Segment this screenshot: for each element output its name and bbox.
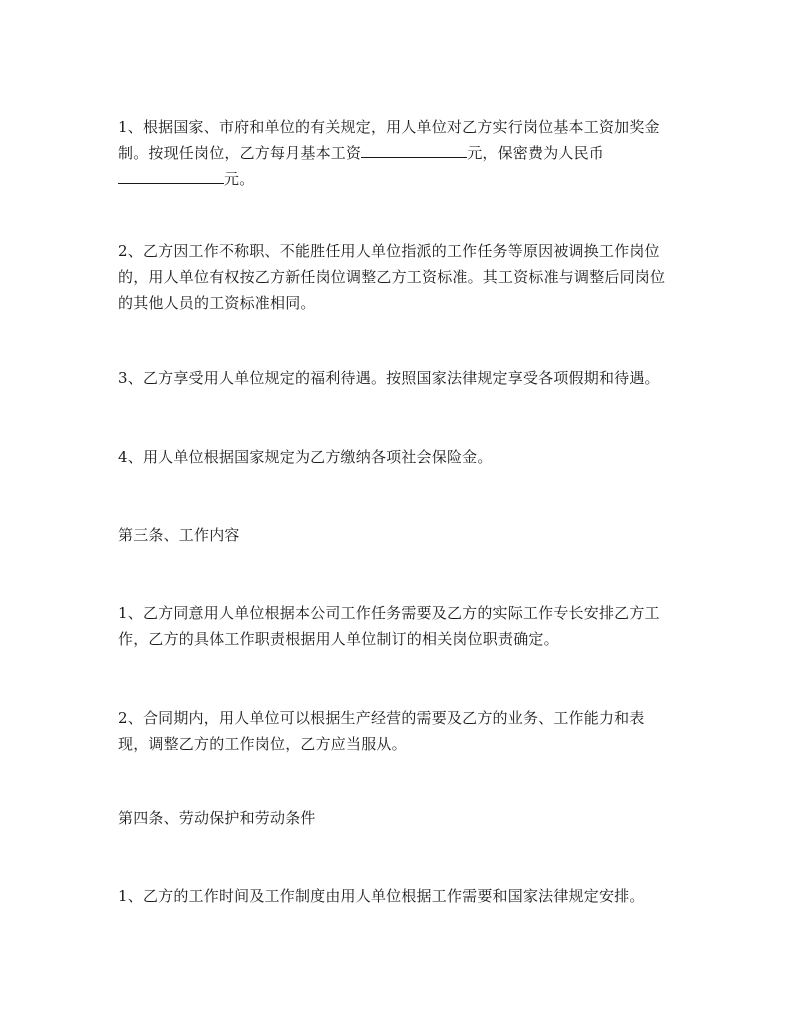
duties-clause-line-1: 1、乙方同意用人单位根据本公司工作任务需要及乙方的实际工作专长安排乙方工 — [118, 604, 660, 622]
wage-clause-line-2-tail: 元，保密费为人民币 — [467, 144, 605, 162]
benefits-clause-line-1: 3、乙方享受用人单位规定的福利待遇。按照国家法律规定享受各项假期和待遇。 — [118, 369, 660, 387]
reassignment-clause-paragraph — [118, 238, 684, 316]
adjustment-clause-line-2: 现，调整乙方的工作岗位，乙方应当服从。 — [118, 735, 407, 753]
adjustment-clause-line-1: 2、合同期内，用人单位可以根据生产经营的需要及乙方的业务、工作能力和表 — [118, 709, 645, 727]
duties-clause-line-2: 作，乙方的具体工作职责根据用人单位制订的相关岗位职责确定。 — [118, 630, 559, 648]
confidentiality-fee-blank[interactable] — [118, 166, 224, 184]
reassignment-clause-line-2: 的，用人单位有权按乙方新任岗位调整乙方工资标准。其工资标准与调整后同岗位 — [118, 268, 666, 286]
wage-clause-line-3-tail: 元。 — [224, 170, 255, 188]
reassignment-clause-line-1: 2、乙方因工作不称职、不能胜任用人单位指派的工作任务等原因被调换工作岗位 — [118, 242, 660, 260]
wage-clause-line-3 — [118, 166, 684, 192]
working-hours-clause-paragraph — [118, 883, 684, 909]
wage-clause-line-2-text: 制。按现任岗位，乙方每月基本工资 — [118, 144, 362, 162]
working-hours-clause-line-1: 1、乙方的工作时间及工作制度由用人单位根据工作需要和国家法律规定安排。 — [118, 887, 645, 905]
insurance-clause-paragraph — [118, 444, 684, 470]
base-wage-blank[interactable] — [361, 140, 467, 158]
section-3-heading: 第三条、工作内容 — [118, 526, 240, 544]
wage-clause-line-2 — [118, 140, 684, 166]
insurance-clause-line-1: 4、用人单位根据国家规定为乙方缴纳各项社会保险金。 — [118, 448, 493, 466]
reassignment-clause-line-3: 的其他人员的工资标准相同。 — [118, 294, 316, 312]
benefits-clause-paragraph — [118, 365, 684, 391]
wage-clause-line-1: 1、根据国家、市府和单位的有关规定，用人单位对乙方实行岗位基本工资加奖金 — [118, 118, 660, 136]
duties-clause-paragraph — [118, 600, 684, 652]
adjustment-clause-paragraph — [118, 705, 684, 757]
wage-clause-paragraph — [118, 114, 684, 192]
section-4-heading: 第四条、劳动保护和劳动条件 — [118, 809, 316, 827]
